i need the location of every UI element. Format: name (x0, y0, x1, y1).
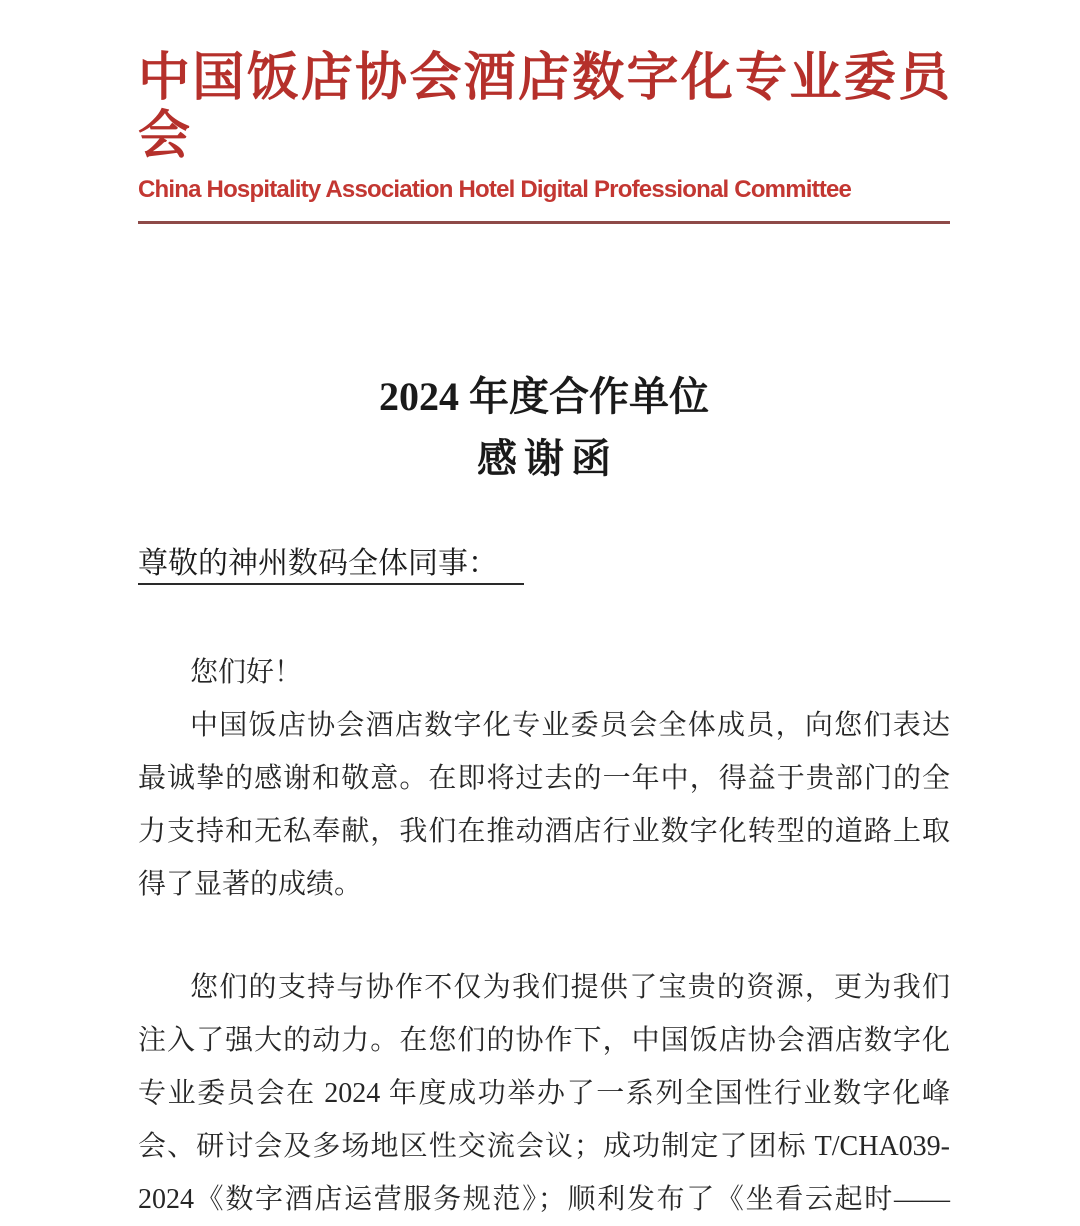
letter-body (138, 646, 950, 1226)
paragraph-gap (138, 911, 950, 961)
letterhead-title-en: China Hospitality Association Hotel Digital Professional Committee (138, 176, 852, 203)
document-title-line1: 2024 年度合作单位 (379, 374, 709, 419)
body-line: 得了显著的成绩。 (138, 869, 363, 900)
document-title (138, 366, 950, 490)
body-line: 力支持和无私奉献，我们在推动酒店行业数字化转型的道路上取 (138, 816, 950, 847)
letterhead (138, 0, 950, 224)
body-line: 注入了强大的动力。在您们的协作下，中国饭店协会酒店数字化 (138, 1025, 950, 1056)
letter-content (138, 366, 950, 1226)
body-line: 中国饭店协会酒店数字化专业委员会全体成员，向您们表达 (190, 710, 950, 741)
salutation (138, 544, 950, 584)
body-line: 会、研讨会及多场地区性交流会议；成功制定了团标 T/CHA039- (138, 1131, 950, 1162)
body-line: 2024《数字酒店运营服务规范》；顺利发布了《坐看云起时—— (138, 1184, 950, 1215)
greeting-line: 您们好！ (190, 657, 303, 688)
body-line: 您们的支持与协作不仅为我们提供了宝贵的资源，更为我们 (190, 972, 950, 1003)
body-line: 最诚挚的感谢和敬意。在即将过去的一年中，得益于贵部门的全 (138, 763, 950, 794)
body-line: 专业委员会在 2024 年度成功举办了一系列全国性行业数字化峰 (138, 1078, 950, 1109)
letterhead-divider (138, 221, 950, 224)
document-title-line2: 感谢函 (477, 436, 618, 481)
letterhead-title-cn: 中国饭店协会酒店数字化专业委员会 (138, 50, 950, 165)
salutation-text: 尊敬的神州数码全体同事： (138, 547, 524, 585)
